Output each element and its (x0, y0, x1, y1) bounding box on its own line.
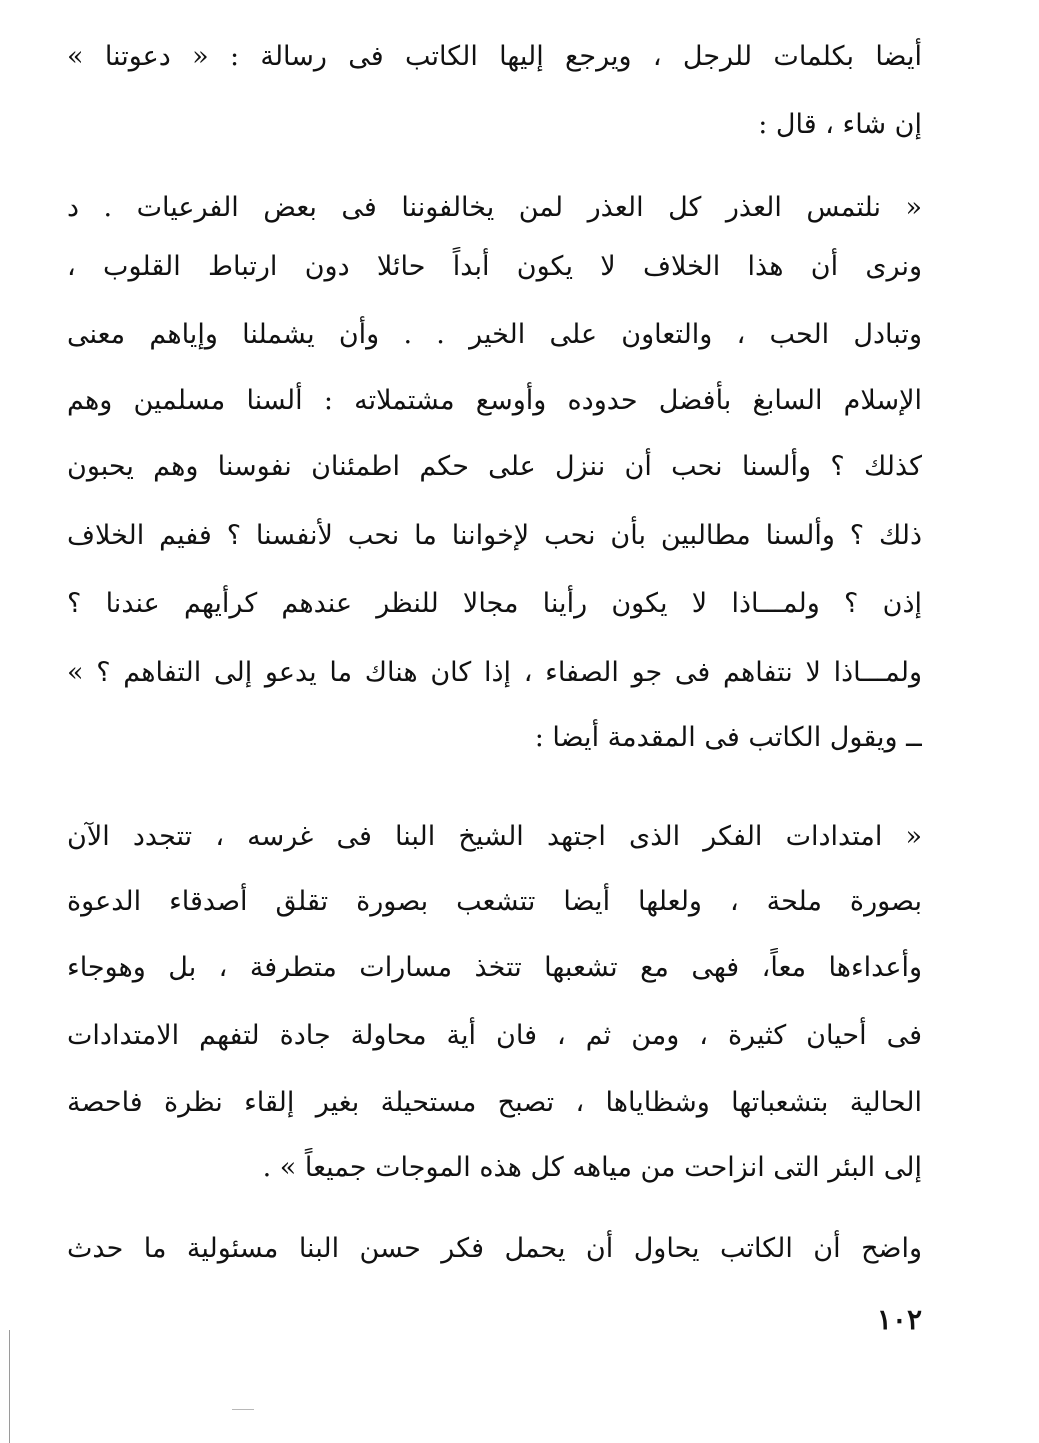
text-line: ذلك ؟ وألسنا مطالبين بأن نحب لإخواننا ما نحب لأنفسنا ؟ ففيم الخلاف (67, 520, 922, 551)
text-line: ولمـــاذا لا نتفاهم فى جو الصفاء ، إذا كان هناك ما يدعو إلى التفاهم ؟ » (67, 657, 922, 688)
text-line: وأعداءها معاً، فهى مع تشعبها تتخذ مسارات متطرفة ، بل وهوجاء (67, 952, 922, 983)
text-line: الإسلام السابغ بأفضل حدوده وأوسع مشتملاته : ألسنا مسلمين وهم (67, 385, 922, 416)
text-line: ونرى أن هذا الخلاف لا يكون أبداً حائلا دون ارتباط القلوب ، (67, 251, 922, 282)
text-line: إلى البئر التى انزاحت من مياهه كل هذه الموجات جميعاً » . (262, 1152, 922, 1183)
text-line: ــ ويقول الكاتب فى المقدمة أيضا : (534, 722, 922, 753)
text-line: بصورة ملحة ، ولعلها أيضا تتشعب بصورة تقلق أصدقاء الدعوة (67, 886, 922, 917)
text-line: أيضا بكلمات للرجل ، ويرجع إليها الكاتب فى رسالة : « دعوتنا » (67, 41, 922, 72)
scan-edge-line (9, 1330, 10, 1443)
text-line: فى أحيان كثيرة ، ومن ثم ، فان أية محاولة جادة لتفهم الامتدادات (67, 1020, 922, 1051)
text-line: إن شاء ، قال : (758, 109, 922, 140)
text-line: إذن ؟ ولمـــاذا لا يكون رأينا مجالا للنظر عندهم كرأيهم عندنا ؟ (67, 588, 922, 619)
text-line: « نلتمس العذر كل العذر لمن يخالفوننا فى بعض الفرعيات . د (67, 192, 922, 223)
text-line: الحالية بتشعباتها وشظاياها ، تصبح مستحيلة بغير إلقاء نظرة فاحصة (67, 1087, 922, 1118)
page-number: ١٠٢ (876, 1303, 922, 1336)
text-line: كذلك ؟ وألسنا نحب أن ننزل على حكم اطمئنان نفوسنا وهم يحبون (67, 451, 922, 482)
text-line: « امتدادات الفكر الذى اجتهد الشيخ البنا فى غرسه ، تتجدد الآن (67, 821, 922, 852)
text-line: وتبادل الحب ، والتعاون على الخير . . وأن يشملنا وإياهم معنى (67, 319, 922, 350)
text-line: واضح أن الكاتب يحاول أن يحمل فكر حسن البنا مسئولية ما حدث (67, 1233, 922, 1264)
scan-dash-mark (232, 1409, 254, 1410)
